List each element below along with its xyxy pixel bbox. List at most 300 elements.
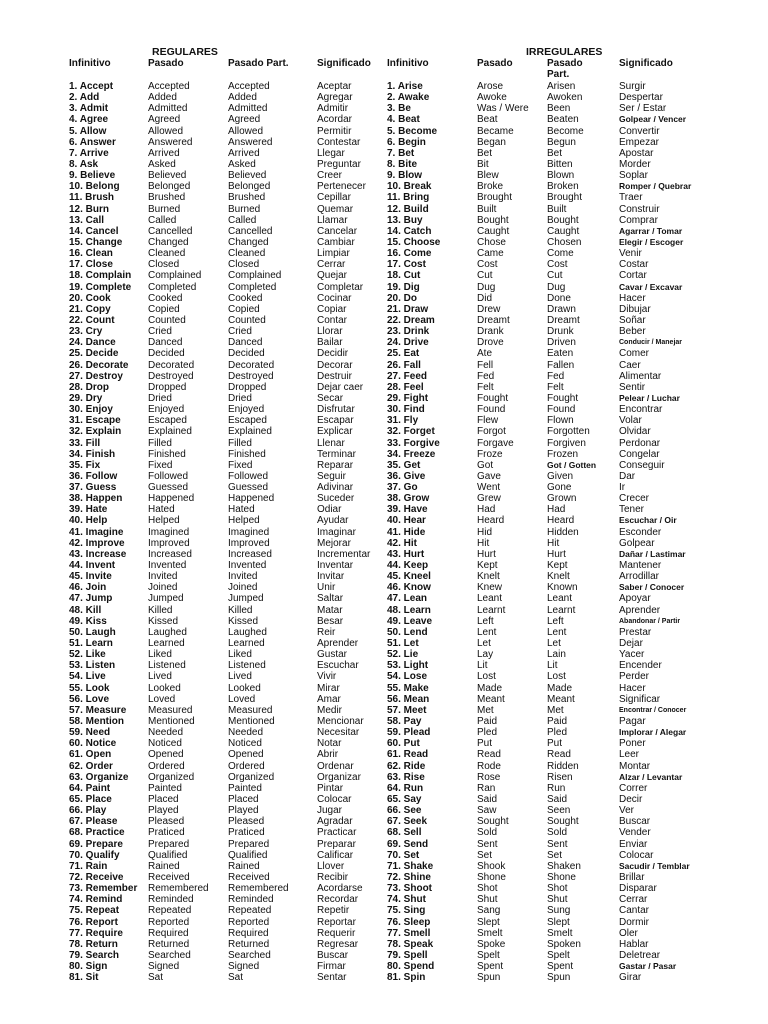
regular-verb-infinitive: 11. Brush [69,192,115,204]
regular-verb-past: Searched [148,949,191,961]
regular-verb-past: Accepted [148,81,190,92]
regular-verb-past-participle: Loved [228,693,256,705]
regular-verb-past-participle: Dropped [228,381,267,393]
regular-verb-infinitive: 3. Admit [69,103,109,115]
regular-verb-meaning: Cambiar [317,236,355,248]
irregular-verb-infinitive: 45. Kneel [387,571,431,583]
irregular-verb-past-participle: Lost [547,671,566,683]
irregular-verb-infinitive: 5. Become [387,125,438,137]
irregular-verb-infinitive: 41. Hide [387,526,426,538]
irregular-verb-infinitive: 20. Do [387,292,418,304]
regular-verb-past: Closed [148,259,180,271]
irregular-verb-past: Sent [477,838,498,850]
regular-verb-past: Prepared [148,838,190,850]
regular-verb-past-participle: Escaped [228,415,267,427]
regular-verb-infinitive: 7. Arrive [69,147,109,159]
regular-verb-infinitive: 41. Imagine [69,526,124,538]
irregular-verb-infinitive: 40. Hear [387,515,426,527]
irregular-verb-past: Sought [477,816,509,828]
irregular-verb-past: Ran [477,782,496,794]
regular-verb-past-participle: Cooked [228,292,263,304]
irregular-verb-infinitive: 58. Pay [387,716,422,728]
irregular-verb-past-participle: Found [547,404,576,416]
irregular-verb-past-participle: Ridden [547,760,579,772]
irregular-verb-meaning: Colocar [619,849,654,861]
regular-verb-meaning: Requerir [317,927,356,939]
irregular-verb-infinitive: 16. Come [387,248,432,260]
regular-verb-meaning: Vivir [317,671,337,683]
irregular-verb-meaning: Despertar [619,92,663,104]
irregular-verb-infinitive: 52. Lie [387,649,419,661]
irregular-verb-meaning: Hablar [619,938,649,950]
regular-verb-infinitive: 73. Remember [69,883,138,895]
regular-verb-past-participle: Learned [228,638,265,650]
regular-verb-infinitive: 40. Help [69,515,108,527]
regular-verb-infinitive: 65. Place [69,794,112,805]
irregular-verb-meaning: Encontrar [619,404,663,416]
regular-verb-past: Invited [148,571,178,583]
regular-verb-infinitive: 49. Kiss [69,615,107,627]
regular-verb-past-participle: Remembered [228,883,289,895]
regular-verb-meaning: Secar [317,392,344,404]
irregular-verb-past-participle: Spelt [547,949,570,961]
regular-verb-meaning: Permitir [317,125,352,137]
regular-verb-past: Played [148,805,179,817]
regular-verb-meaning: Llamar [317,214,348,226]
irregular-verb-past: Cut [477,270,493,282]
regular-verb-past-participle: Rained [228,860,260,872]
irregular-verb-past-participle: Flown [547,415,574,427]
regular-verb-past-participle: Listened [228,660,266,672]
irregular-verb-meaning: Brillar [619,871,645,883]
regular-verb-past-participle: Signed [228,961,260,973]
irregular-verb-meaning: Dormir [619,916,649,928]
regular-verb-infinitive: 6. Answer [69,136,116,148]
irregular-verb-meaning: Comprar [619,214,658,226]
irregular-verb-past-participle: Become [547,125,584,137]
irregular-verb-meaning: Costar [619,259,649,271]
irregular-verb-infinitive: 74. Shut [387,894,426,906]
irregular-verb-past: Meant [477,693,505,705]
irregular-verb-past: Shone [477,871,506,883]
regular-verb-past: Belonged [148,181,191,193]
regular-verb-infinitive: 48. Kill [69,604,102,616]
regular-verb-meaning: Destruir [317,370,353,382]
regular-verb-past-participle: Killed [228,604,253,616]
regular-verb-past-participle: Burned [228,203,261,215]
regular-verb-meaning: Admitir [317,103,349,115]
irregular-verb-past: Saw [477,805,497,817]
regular-verb-past: Added [148,92,177,104]
regular-verb-infinitive: 58. Mention [69,716,125,728]
regular-verb-past-participle: Qualified [228,849,268,861]
irregular-verb-infinitive: 7. Bet [387,147,415,159]
regular-verb-meaning: Aceptar [317,81,352,92]
irregular-verb-infinitive: 44. Keep [387,560,429,572]
regular-verb-past-participle: Ordered [228,760,265,772]
irregular-verb-infinitive: 69. Send [387,838,429,850]
regular-verb-past: Rained [148,860,180,872]
irregular-verb-past-participle: Caught [547,225,580,237]
regular-verb-infinitive: 12. Burn [69,203,110,215]
regular-verb-infinitive: 10. Belong [69,181,120,193]
irregular-verb-past: Found [477,404,506,416]
regular-verb-past: Cooked [148,292,183,304]
regular-verb-past-participle: Decorated [228,359,275,371]
irregular-verb-past: Rode [477,760,501,772]
irregular-verb-past: Arose [477,81,504,92]
regular-verb-infinitive: 5. Allow [69,125,107,137]
regular-verb-meaning: Bailar [317,337,343,349]
irregular-verb-meaning: Ser / Estar [619,103,667,115]
irregular-verb-meaning: Dañar / Lastimar [619,548,686,559]
regular-verb-past-participle: Complained [228,270,282,282]
irregular-verb-past: Blew [477,170,499,182]
irregular-verb-past-participle: Cut [547,270,563,282]
header-regular-pasado: Pasado [148,58,184,69]
regular-verb-past: Liked [148,649,172,661]
irregular-verb-past-participle: Kept [547,560,568,572]
irregular-verb-past-participle: Pled [547,727,568,739]
regular-verb-infinitive: 55. Look [69,682,110,694]
irregular-verb-past-participle: Slept [547,916,570,928]
regular-verb-past-participle: Fixed [228,459,253,471]
regular-verb-past-participle: Asked [228,158,256,170]
regular-verb-past: Listened [148,660,186,672]
irregular-verb-infinitive: 59. Plead [387,727,431,739]
irregular-verb-infinitive: 63. Rise [387,771,425,783]
irregular-verb-meaning: Encender [619,660,662,672]
regular-verb-meaning: Cerrar [317,259,346,271]
regular-verb-meaning: Terminar [317,448,356,460]
irregular-verb-meaning: Volar [619,415,642,427]
irregular-verb-past: Brought [477,192,513,204]
regular-verb-meaning: Acordarse [317,883,363,895]
irregular-verb-past-participle: Lit [547,660,558,672]
irregular-verb-past-participle: Sought [547,816,579,828]
irregular-verb-infinitive: 70. Set [387,849,420,861]
irregular-verb-infinitive: 32. Forget [387,426,435,438]
regular-verb-past: Remembered [148,883,209,895]
irregular-verb-past: Kept [477,560,498,572]
regular-verb-past-participle: Repeated [228,905,272,917]
regular-verb-past-participle: Kissed [228,615,259,627]
regular-verb-infinitive: 60. Notice [69,738,117,750]
irregular-verb-past-participle: Forgotten [547,426,590,438]
irregular-verb-past: Broke [477,181,504,193]
regular-verb-infinitive: 62. Order [69,760,113,772]
regular-verb-infinitive: 9. Believe [69,170,116,182]
regular-verb-meaning: Suceder [317,493,355,505]
irregular-verb-infinitive: 68. Sell [387,827,422,839]
irregular-verb-infinitive: 47. Lean [387,593,428,605]
regular-verb-meaning: Agradar [317,816,353,828]
irregular-verb-infinitive: 22. Dream [387,314,435,326]
irregular-verb-past: Left [477,615,494,627]
irregular-verb-infinitive: 43. Hurt [387,548,425,560]
regular-verb-past-participle: Improved [228,537,270,549]
irregular-verb-past-participle: Heard [547,515,575,527]
irregular-verb-infinitive: 12. Build [387,203,429,215]
irregular-verb-infinitive: 1. Arise [387,81,423,92]
irregular-verb-past-participle: Awoken [547,92,583,104]
regular-verb-past-participle: Joined [228,582,258,594]
regular-verb-infinitive: 72. Receive [69,871,124,883]
regular-verb-past: Followed [148,470,189,482]
regular-verb-infinitive: 17. Close [69,259,113,271]
irregular-verb-meaning: Perder [619,671,650,683]
regular-verb-meaning: Medir [317,704,343,716]
regular-verb-past: Asked [148,158,176,170]
irregular-verb-past-participle: Run [547,782,566,794]
regular-verb-past: Called [148,214,177,226]
irregular-verb-past: Got [477,459,494,471]
irregular-verb-infinitive: 46. Know [387,582,431,594]
regular-verb-meaning: Mejorar [317,537,351,549]
irregular-verb-past-participle: Given [547,470,574,482]
regular-verb-infinitive: 27. Destroy [69,370,123,382]
regular-verb-infinitive: 21. Copy [69,303,111,315]
irregular-verb-meaning: Beber [619,326,646,338]
regular-verb-infinitive: 66. Play [69,805,107,817]
regular-verb-past: Praticed [148,827,185,839]
regular-verb-infinitive: 50. Laugh [69,626,116,638]
regular-verb-past-participle: Brushed [228,192,266,204]
regular-verb-infinitive: 75. Repeat [69,905,120,917]
irregular-verb-past: Leant [477,593,503,605]
irregular-verb-past: Did [477,292,493,304]
irregular-verb-past: Grew [477,493,501,505]
regular-verb-infinitive: 79. Search [69,949,120,961]
irregular-verb-past-participle: Hidden [547,526,579,538]
regular-verb-infinitive: 20. Cook [69,292,111,304]
regular-verb-meaning: Regresar [317,938,359,950]
regular-verb-meaning: Adivinar [317,482,354,494]
irregular-verb-past: Spent [477,961,504,973]
irregular-verb-infinitive: 10. Break [387,181,432,193]
regular-verb-past: Changed [148,236,189,248]
regular-verb-past: Organized [148,771,195,783]
regular-verb-past: Dried [148,392,172,404]
irregular-verb-infinitive: 57. Meet [387,704,427,716]
regular-verb-past: Copied [148,303,180,315]
regular-verb-past-participle: Dried [228,392,252,404]
regular-verb-past: Looked [148,682,181,694]
section-title-irregular: IRREGULARES [526,46,603,58]
irregular-verb-past-participle: Knelt [547,571,570,583]
regular-verb-infinitive: 53. Listen [69,660,116,672]
irregular-verb-past: Lay [477,649,494,661]
irregular-verb-meaning: Escuchar / Oir [619,515,677,526]
irregular-verb-past-participle: Eaten [547,348,574,360]
irregular-verb-meaning: Dar [619,470,636,482]
irregular-verb-infinitive: 24. Drive [387,337,429,349]
regular-verb-meaning: Besar [317,615,344,627]
regular-verb-past-participle: Arrived [228,147,260,159]
irregular-verb-infinitive: 35. Get [387,459,421,471]
irregular-verb-meaning: Abandonar / Partir [619,617,681,625]
regular-verb-infinitive: 2. Add [69,92,100,104]
regular-verb-infinitive: 68. Practice [69,827,125,839]
regular-verb-past-participle: Praticed [228,827,265,839]
regular-verb-meaning: Imaginar [317,526,356,538]
regular-verb-past-participle: Believed [228,170,267,182]
irregular-verb-meaning: Cavar / Excavar [619,281,683,292]
irregular-verb-meaning: Soplar [619,170,648,182]
irregular-verb-infinitive: 25. Eat [387,348,420,360]
regular-verb-infinitive: 23. Cry [69,326,103,338]
regular-verb-past: Burned [148,203,181,215]
irregular-verb-infinitive: 61. Read [387,749,429,761]
regular-verb-past-participle: Explained [228,426,272,438]
irregular-verb-past-participle: Come [547,248,574,260]
regular-verb-infinitive: 25. Decide [69,348,119,360]
irregular-verb-past: Forgave [477,437,514,449]
regular-verb-infinitive: 78. Return [69,938,118,950]
regular-verb-meaning: Llegar [317,147,345,159]
regular-verb-infinitive: 29. Dry [69,392,103,404]
regular-verb-meaning: Copiar [317,303,347,315]
irregular-verb-meaning: Yacer [619,649,645,661]
regular-verb-past: Decorated [148,359,195,371]
irregular-verb-past-participle: Sold [547,827,568,839]
irregular-verb-infinitive: 78. Speak [387,938,434,950]
irregular-verb-past-participle: Left [547,615,564,627]
regular-verb-past-participle: Cried [228,326,252,338]
regular-verb-past-participle: Danced [228,337,263,349]
regular-verb-meaning: Mencionar [317,716,364,728]
irregular-verb-meaning: Girar [619,972,642,984]
irregular-verb-meaning: Correr [619,782,648,794]
regular-verb-infinitive: 43. Increase [69,548,127,560]
irregular-verb-past: Bit [477,158,489,170]
irregular-verb-infinitive: 11. Bring [387,192,430,204]
irregular-verb-infinitive: 33. Forgive [387,437,440,449]
irregular-verb-infinitive: 13. Buy [387,214,423,226]
regular-verb-meaning: Contar [317,314,348,326]
regular-verb-past: Noticed [148,738,182,750]
regular-verb-meaning: Acordar [317,114,353,126]
irregular-verb-past-participle: Grown [547,493,577,505]
regular-verb-infinitive: 46. Join [69,582,107,594]
regular-verb-meaning: Saltar [317,593,344,605]
regular-verb-past-participle: Answered [228,136,273,148]
regular-verb-meaning: Abrir [317,749,339,761]
regular-verb-past-participle: Required [228,927,269,939]
irregular-verb-meaning: Venir [619,248,642,260]
regular-verb-past: Qualified [148,849,188,861]
regular-verb-past: Kissed [148,615,179,627]
irregular-verb-meaning: Conducir / Manejar [619,339,683,347]
irregular-verb-past-participle: Broken [547,181,579,193]
irregular-verb-past-participle: Spun [547,972,571,984]
irregular-verb-past: Lost [477,671,496,683]
irregular-verb-meaning: Apoyar [619,593,651,605]
irregular-verb-infinitive: 65. Say [387,794,422,805]
irregular-verb-past-participle: Frozen [547,448,579,460]
irregular-verb-past: Made [477,682,503,694]
regular-verb-past: Decided [148,348,185,360]
irregular-verb-meaning: Empezar [619,136,660,148]
regular-verb-meaning: Quejar [317,270,348,282]
regular-verb-meaning: Llover [317,860,345,872]
irregular-verb-past-participle: Lain [547,649,566,661]
irregular-verb-meaning: Surgir [619,81,646,92]
irregular-verb-past: Caught [477,225,510,237]
irregular-verb-past-participle: Hit [547,537,560,549]
regular-verb-past-participle: Organized [228,771,275,783]
irregular-verb-meaning: Pelear / Luchar [619,392,680,403]
irregular-verb-past-participle: Bought [547,214,579,226]
irregular-verb-infinitive: 15. Choose [387,236,441,248]
regular-verb-past: Required [148,927,189,939]
irregular-verb-meaning: Romper / Quebrar [619,181,692,192]
irregular-verb-infinitive: 39. Have [387,504,428,516]
regular-verb-meaning: Reparar [317,459,354,471]
regular-verb-past: Mentioned [148,716,195,728]
regular-verb-infinitive: 33. Fill [69,437,101,449]
irregular-verb-infinitive: 37. Go [387,482,418,494]
irregular-verb-meaning: Ir [619,482,626,494]
irregular-verb-past-participle: Hurt [547,548,566,560]
irregular-verb-meaning: Hacer [619,292,646,304]
regular-verb-infinitive: 42. Improve [69,537,125,549]
irregular-verb-past-participle: Met [547,704,564,716]
regular-verb-meaning: Inventar [317,560,354,572]
irregular-verb-past: Said [477,794,498,805]
irregular-verb-past: Forgot [477,426,506,438]
irregular-verb-meaning: Congelar [619,448,660,460]
irregular-verb-past-participle: Fallen [547,359,575,371]
irregular-verb-meaning: Montar [619,760,651,772]
irregular-verb-past: Put [477,738,493,750]
irregular-verb-past-participle: Seen [547,805,571,817]
header-irregular-pasado-part: Pasado Part. [547,58,583,81]
regular-verb-past: Cancelled [148,225,193,237]
irregular-verb-past-participle: Put [547,738,563,750]
regular-verb-meaning: Explicar [317,426,353,438]
regular-verb-meaning: Cancelar [317,225,358,237]
regular-verb-infinitive: 77. Require [69,927,123,939]
regular-verb-meaning: Invitar [317,571,345,583]
regular-verb-past-participle: Played [228,805,259,817]
irregular-verb-past: Learnt [477,604,506,616]
regular-verb-past-participle: Hated [228,504,255,516]
irregular-verb-past: Fought [477,392,509,404]
irregular-verb-past-participle: Had [547,504,566,516]
regular-verb-infinitive: 45. Invite [69,571,112,583]
irregular-verb-past: Dug [477,281,496,293]
regular-verb-past: Explained [148,426,192,438]
irregular-verb-past-participle: Gone [547,482,572,494]
irregular-verb-past: Paid [477,716,498,728]
irregular-verb-infinitive: 18. Cut [387,270,421,282]
regular-verb-past-participle: Admitted [228,103,268,115]
irregular-verb-past: Beat [477,114,498,126]
irregular-verb-meaning: Cortar [619,270,647,282]
irregular-verb-past-participle: Shot [547,883,568,895]
irregular-verb-meaning: Gastar / Pasar [619,961,677,972]
regular-verb-infinitive: 51. Learn [69,638,113,650]
regular-verb-past: Imagined [148,526,190,538]
regular-verb-past: Loved [148,693,176,705]
regular-verb-infinitive: 26. Decorate [69,359,129,371]
regular-verb-infinitive: 14. Cancel [69,225,119,237]
irregular-verb-past: Lent [477,626,497,638]
regular-verb-past: Dropped [148,381,187,393]
irregular-verb-meaning: Enviar [619,838,648,850]
regular-verb-infinitive: 70. Qualify [69,849,120,861]
